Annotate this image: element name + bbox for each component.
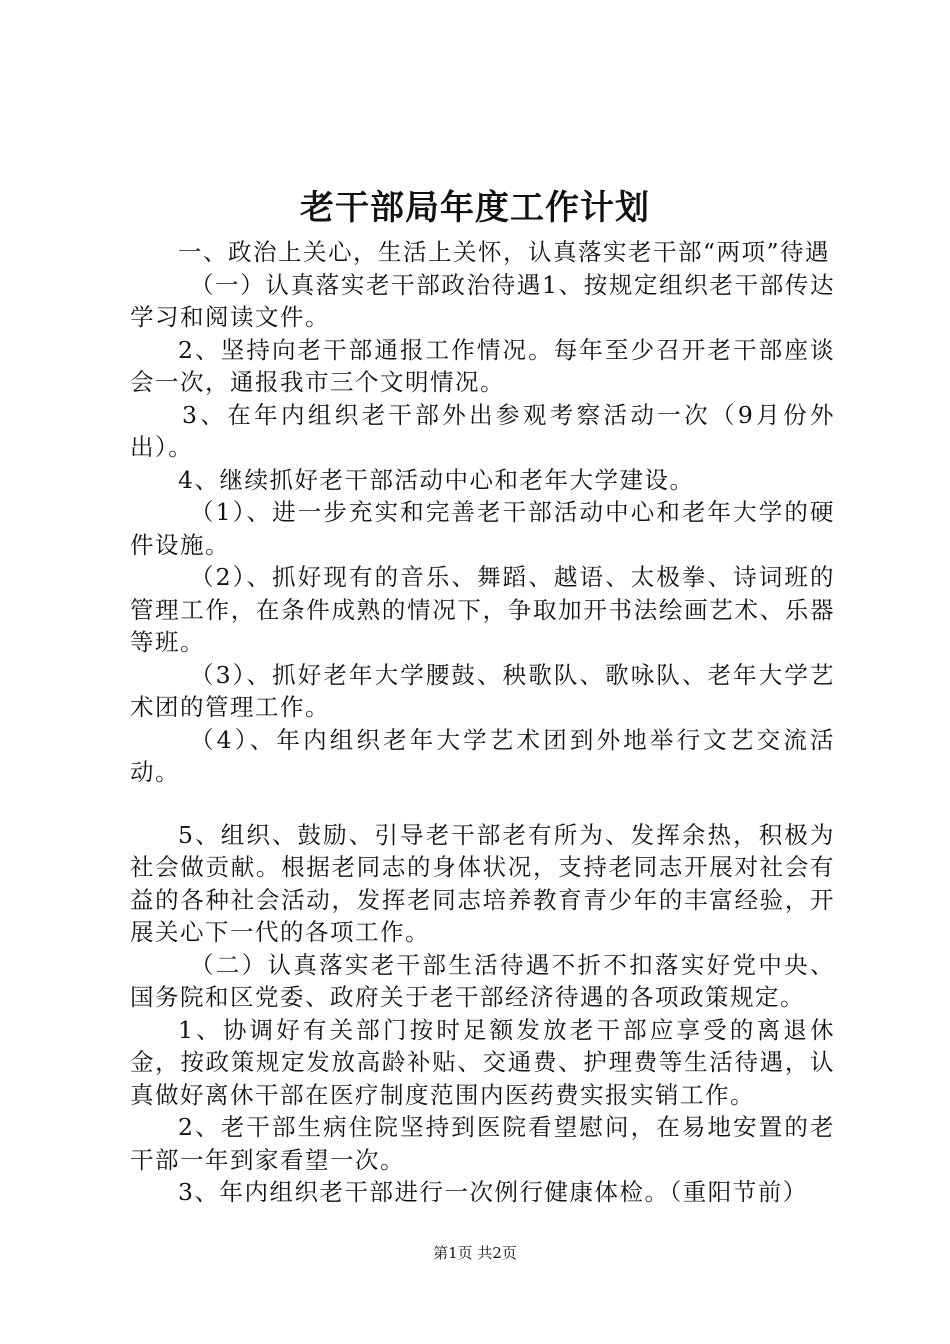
paragraph-subitem-1: （1）、进一步充实和完善老干部活动中心和老年大学的硬件设施。 (130, 498, 835, 559)
paragraph-living-item-1: 1、协调好有关部门按时足额发放老干部应享受的离退休金，按政策规定发放高龄补贴、交通费、护理费等生活待遇，认真做好离休干部在医疗制度范围内医药费实报实销工作。 (130, 1015, 835, 1109)
page-footer: 第1页 共2页 (433, 1244, 517, 1262)
paragraph-subitem-4: （4）、年内组织老年大学艺术团到外地举行文艺交流活动。 (130, 725, 835, 786)
paragraph-subitem-3: （3）、抓好老年大学腰鼓、秧歌队、歌咏队、老年大学艺术团的管理工作。 (130, 660, 835, 721)
document-title: 老干部局年度工作计划 (300, 188, 650, 228)
paragraph-subsection-living: （二）认真落实老干部生活待遇不折不扣落实好党中央、国务院和区党委、政府关于老干部经济待遇的各项政策规定。 (130, 950, 835, 1011)
paragraph-subsection-political: （一）认真落实老干部政治待遇1、按规定组织老干部传达学习和阅读文件。 (130, 270, 835, 331)
document-body (130, 236, 835, 1209)
paragraph-living-item-2: 2、老干部生病住院坚持到医院看望慰问，在易地安置的老干部一年到家看望一次。 (130, 1113, 835, 1174)
paragraph-item-4: 4、继续抓好老干部活动中心和老年大学建设。 (178, 465, 695, 494)
paragraph-living-item-3: 3、年内组织老干部进行一次例行健康体检。（重阳节前） (178, 1178, 808, 1206)
paragraph-item-5: 5、组织、鼓励、引导老干部老有所为、发挥余热，积极为社会做贡献。根据老同志的身体状况，支持老同志开展对社会有益的各种社会活动，发挥老同志培养教育青少年的丰富经验，开展关心下一代的各项工作。 (130, 820, 835, 946)
paragraph-item-2: 2、坚持向老干部通报工作情况。每年至少召开老干部座谈会一次，通报我市三个文明情况。 (130, 335, 835, 396)
paragraph-item-3: 3、在年内组织老干部外出参观考察活动一次（9月份外出）。 (130, 400, 835, 461)
paragraph-gap (130, 789, 835, 819)
paragraph-subitem-2: （2）、抓好现有的音乐、舞蹈、越语、太极拳、诗词班的管理工作，在条件成熟的情况下，争取加开书法绘画艺术、乐器等班。 (130, 563, 835, 656)
paragraph-section-1: 一、政治上关心，生活上关怀，认真落实老干部“两项”待遇 (178, 238, 831, 266)
